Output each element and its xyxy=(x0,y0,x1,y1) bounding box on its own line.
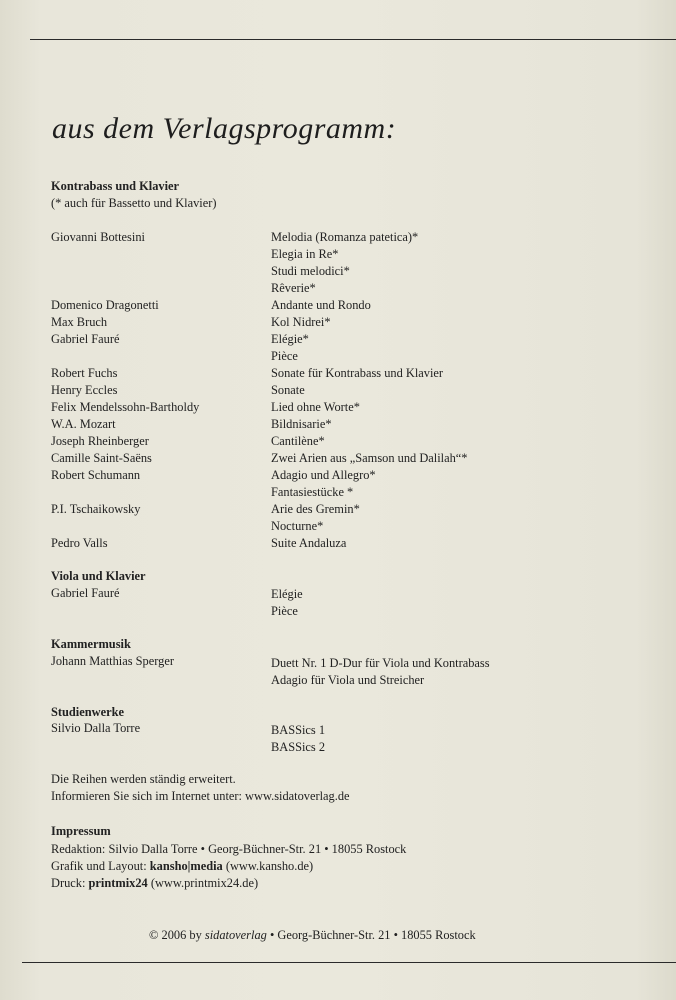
composer: Joseph Rheinberger xyxy=(51,434,149,448)
work: Fantasiestücke * xyxy=(271,485,354,499)
copyright-prefix: © 2006 by xyxy=(149,928,202,942)
work: Rêverie* xyxy=(271,281,316,295)
composer: Pedro Valls xyxy=(51,536,108,550)
composer: Robert Schumann xyxy=(51,468,141,482)
grafik-brand: kansho|media xyxy=(149,859,223,873)
section-heading: Kammermusik xyxy=(51,637,131,651)
work: Studi melodici* xyxy=(271,264,350,278)
impressum-grafik xyxy=(51,858,313,875)
work: Arie des Gremin* xyxy=(271,502,360,516)
work: Elégie* xyxy=(271,332,309,346)
top-rule xyxy=(30,39,676,40)
composer: Giovanni Bottesini xyxy=(51,230,145,244)
work: Duett Nr. 1 D-Dur für Viola und Kontrabass xyxy=(271,656,490,670)
work: Pièce xyxy=(271,349,298,363)
publisher-address: • Georg-Büchner-Str. 21 • 18055 Rostock xyxy=(269,928,476,942)
work: Adagio und Allegro* xyxy=(271,468,376,482)
section-note: (* auch für Bassetto und Klavier) xyxy=(51,196,217,210)
work: Suite Andaluza xyxy=(271,536,347,550)
work: BASSics 1 xyxy=(271,723,326,737)
work: Bildnisarie* xyxy=(271,417,332,431)
work: Sonate für Kontrabass und Klavier xyxy=(271,366,444,380)
notice-line: Informieren Sie sich im Internet unter: www.sidatoverlag.de xyxy=(51,789,350,803)
work: Lied ohne Worte* xyxy=(271,400,360,414)
work: Kol Nidrei* xyxy=(271,315,331,329)
composer: Gabriel Fauré xyxy=(51,586,120,600)
work: Elégie xyxy=(271,587,303,601)
section-heading: Studienwerke xyxy=(51,705,124,719)
work: Elegia in Re* xyxy=(271,247,339,261)
druck-brand: printmix24 xyxy=(88,876,148,890)
composer: Gabriel Fauré xyxy=(51,332,120,346)
druck-label: Druck: xyxy=(51,876,86,890)
composer: Silvio Dalla Torre xyxy=(51,721,141,735)
composer: W.A. Mozart xyxy=(51,417,116,431)
grafik-label: Grafik und Layout: xyxy=(51,859,147,873)
impressum-redaktion: Redaktion: Silvio Dalla Torre • Georg-Büchner-Str. 21 • 18055 Rostock xyxy=(51,842,407,856)
notice-line: Die Reihen werden ständig erweitert. xyxy=(51,772,236,786)
page-title: aus dem Verlagsprogramm: xyxy=(52,112,397,145)
copyright-line xyxy=(149,927,476,944)
work: BASSics 2 xyxy=(271,740,326,754)
impressum-druck xyxy=(51,875,258,892)
work: Nocturne* xyxy=(271,519,324,533)
composer: Max Bruch xyxy=(51,315,108,329)
work: Andante und Rondo xyxy=(271,298,371,312)
work: Cantilène* xyxy=(271,434,325,448)
composer: Johann Matthias Sperger xyxy=(51,654,174,668)
work: Zwei Arien aus „Samson und Dalilah“* xyxy=(271,451,468,465)
section-heading: Viola und Klavier xyxy=(51,569,146,583)
composer: Robert Fuchs xyxy=(51,366,118,380)
work: Pièce xyxy=(271,604,298,618)
publisher-name: sidatoverlag xyxy=(204,928,267,942)
work: Adagio für Viola und Streicher xyxy=(271,673,425,687)
composer: Henry Eccles xyxy=(51,383,118,397)
composer: P.I. Tschaikowsky xyxy=(51,502,141,516)
work: Melodia (Romanza patetica)* xyxy=(271,230,419,244)
grafik-url: (www.kansho.de) xyxy=(225,859,314,873)
druck-url: (www.printmix24.de) xyxy=(150,876,259,890)
bottom-rule xyxy=(22,962,676,963)
composer: Domenico Dragonetti xyxy=(51,298,159,312)
section-heading: Kontrabass und Klavier xyxy=(51,179,180,193)
work: Sonate xyxy=(271,383,305,397)
composer: Felix Mendelssohn-Bartholdy xyxy=(51,400,200,414)
composer: Camille Saint-Saëns xyxy=(51,451,152,465)
section-heading: Impressum xyxy=(51,824,111,838)
